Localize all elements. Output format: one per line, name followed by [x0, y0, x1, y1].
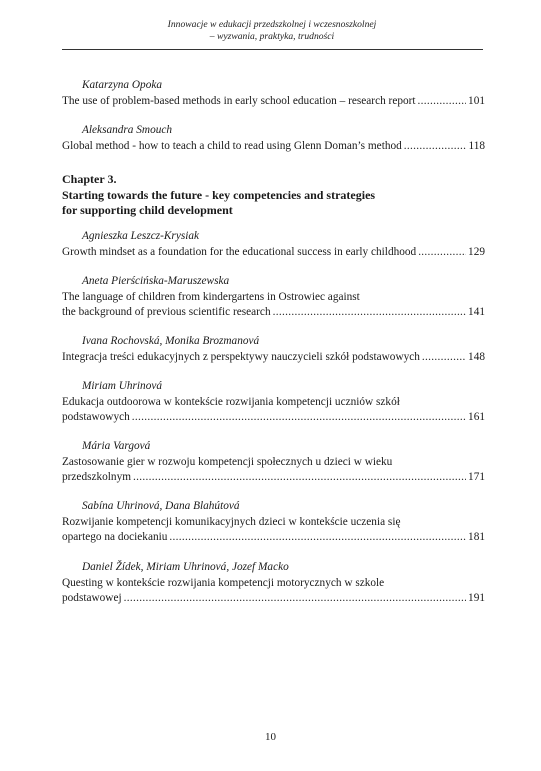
toc-leader: [124, 591, 466, 607]
toc-author: Ivana Rochovská, Monika Brozmanová: [82, 335, 260, 347]
toc-leader: [404, 139, 467, 155]
page-number: 10: [265, 731, 276, 743]
toc-leader: [169, 530, 466, 546]
toc-page-number: 101: [468, 94, 485, 107]
toc-entry[interactable]: [62, 78, 485, 109]
toc-entry[interactable]: [62, 499, 485, 546]
toc-author: Sabína Uhrinová, Dana Blahútová: [82, 500, 240, 512]
toc-title-line: [62, 139, 485, 155]
toc-title: Edukacja outdoorowa w kontekście rozwijania kompetencji uczniów szkół: [62, 395, 400, 408]
toc-title-line: [62, 470, 485, 486]
toc-title-line: [62, 455, 485, 471]
toc-entry[interactable]: [62, 439, 485, 486]
toc-title-line: [62, 515, 485, 531]
toc-title: the background of previous scientific research: [62, 306, 271, 318]
toc-leader: [273, 305, 466, 321]
toc-author: Aneta Pierścińska-Maruszewska: [82, 275, 230, 287]
toc-page-number: 171: [468, 471, 485, 483]
chapter-label: Chapter 3.: [62, 172, 117, 186]
toc-leader: [422, 350, 466, 366]
toc-author: Agnieszka Leszcz-Krysiak: [82, 230, 200, 242]
toc-leader: [132, 410, 466, 426]
toc-title: Global method - how to teach a child to read using Glenn Doman’s method: [62, 139, 402, 152]
toc-title: Growth mindset as a foundation for the educational success in early childhood: [62, 245, 417, 258]
toc-leader: [133, 470, 466, 486]
toc-author: Daniel Žídek, Miriam Uhrinová, Jozef Macko: [82, 561, 289, 573]
toc-title-line: [62, 576, 485, 592]
toc-author: Aleksandra Smouch: [82, 124, 173, 136]
toc-title: Questing w kontekście rozwijania kompetencji motorycznych w szkole: [62, 576, 385, 589]
toc-title: The language of children from kindergartens in Ostrowiec against: [62, 290, 360, 303]
toc-entry[interactable]: [62, 334, 485, 365]
toc-entry[interactable]: [62, 274, 485, 321]
toc-title: podstawowych: [62, 411, 130, 423]
running-header-line-2: – wyzwania, praktyka, trudności: [209, 31, 335, 42]
toc-page-number: 181: [468, 531, 485, 543]
toc-entry[interactable]: [62, 560, 485, 607]
toc-title-line: [62, 530, 485, 546]
toc-title: przedszkolnym: [62, 471, 132, 483]
toc-title-line: [62, 245, 485, 261]
toc-leader: [418, 94, 467, 110]
running-header: [62, 19, 482, 43]
chapter-title-line-2: for supporting child development: [62, 203, 233, 217]
toc-title: Zastosowanie gier w rozwoju kompetencji społecznych u dzieci w wieku: [62, 455, 393, 468]
toc-entry[interactable]: [62, 123, 485, 154]
toc-title-line: [62, 350, 485, 366]
toc-title-line: [62, 395, 485, 411]
toc-entry[interactable]: [62, 229, 485, 260]
toc-title: opartego na dociekaniu: [62, 531, 168, 543]
toc-title: podstawowej: [62, 592, 122, 604]
toc-title-line: [62, 305, 485, 321]
toc-page-number: 161: [468, 411, 485, 423]
toc-title: The use of problem-based methods in early school education – research report: [62, 94, 416, 107]
toc-title-line: [62, 290, 485, 306]
toc-page-number: 118: [468, 139, 485, 152]
toc-title-line: [62, 410, 485, 426]
toc-title: Rozwijanie kompetencji komunikacyjnych dzieci w kontekście uczenia się: [62, 515, 401, 528]
toc-author: Katarzyna Opoka: [82, 79, 163, 91]
chapter-heading: [62, 172, 485, 219]
toc-author: Miriam Uhrinová: [82, 380, 163, 392]
running-header-line-1: Innowacje w edukacji przedszkolnej i wczesnoszkolnej: [167, 19, 377, 30]
chapter-title-line-1: Starting towards the future - key competencies and strategies: [62, 187, 376, 202]
toc-title-line: [62, 94, 485, 110]
toc-page-number: 191: [468, 592, 485, 604]
toc-title: Integracja treści edukacyjnych z perspektywy nauczycieli szkół podstawowych: [62, 350, 420, 363]
toc-page-number: 141: [468, 306, 485, 318]
header-rule: [62, 49, 483, 50]
toc-author: Mária Vargová: [82, 440, 151, 452]
toc-entry[interactable]: [62, 379, 485, 426]
toc-leader: [418, 245, 466, 261]
toc-page-number: 129: [468, 245, 485, 258]
toc-title-line: [62, 591, 485, 607]
toc-page-number: 148: [468, 350, 485, 363]
